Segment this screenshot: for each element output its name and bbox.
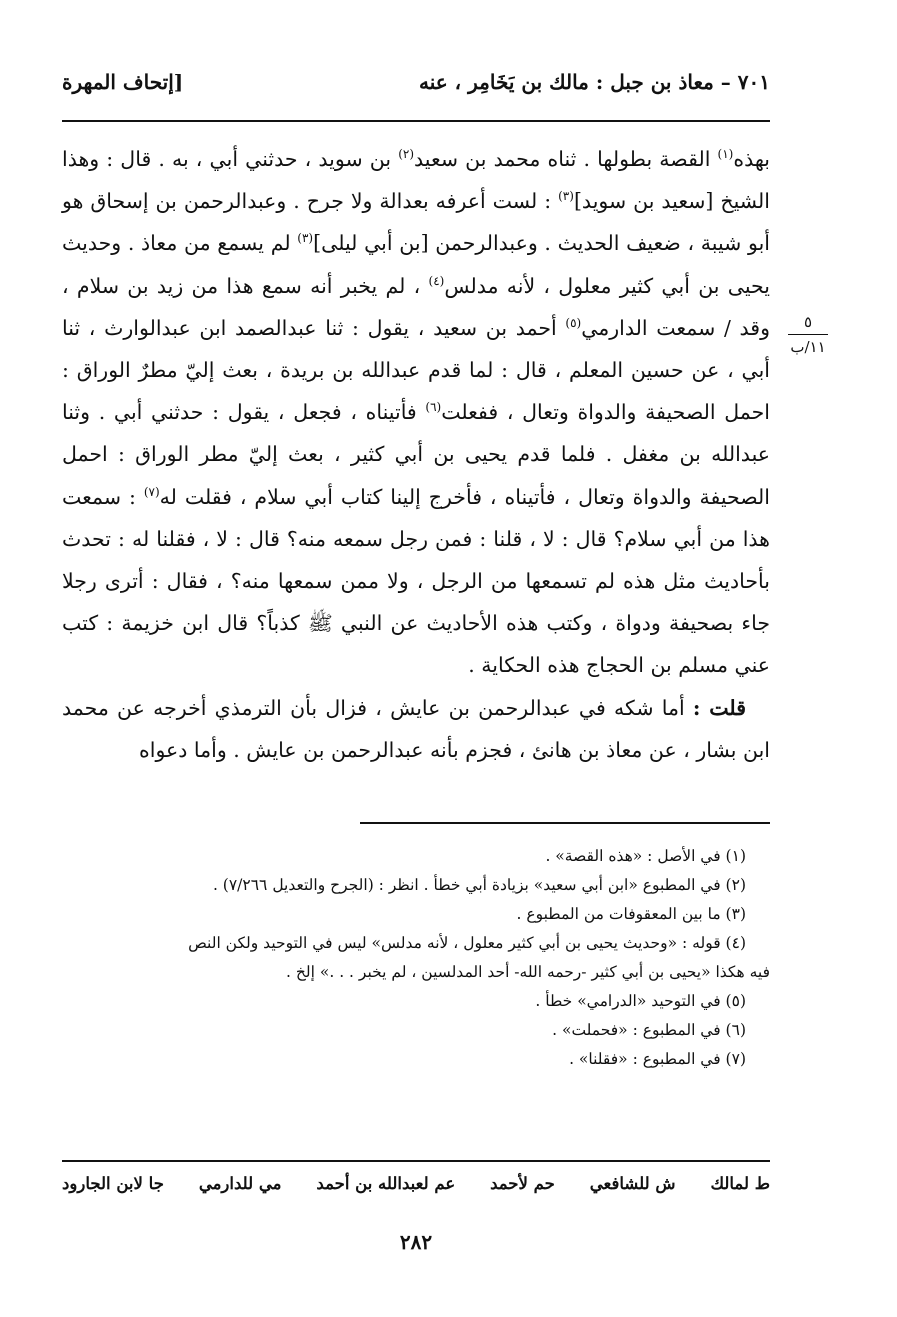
text-run: : لست أعرفه بعدالة ولا جرح . وعبدالرحمن بن إسحاق هو أبو شيبة ، ضعيف الحديث . وعبدالرحمن [بن أبي ليلى] bbox=[62, 189, 770, 256]
abbreviation-item: عم لعبدالله بن أحمد bbox=[316, 1174, 456, 1193]
page-number: ٢٨٢ bbox=[399, 1230, 433, 1254]
footnote-ref-3: (٣) bbox=[558, 189, 574, 204]
footnote-4: (٤) قوله : «وحديث يحيى بن أبي كثير معلول ، لأنه مدلس» ليس في التوحيد ولكن النص bbox=[188, 934, 746, 952]
footnotes bbox=[62, 842, 770, 1074]
footnote-ref-6: (٦) bbox=[425, 400, 442, 415]
abbreviation-item: حم لأحمد bbox=[490, 1174, 555, 1193]
footnote-7: (٧) في المطبوع : «فقلنا» . bbox=[569, 1050, 746, 1068]
margin-folio: ١١/ب bbox=[790, 338, 826, 356]
running-header bbox=[62, 62, 770, 102]
margin-line-number: ٥ bbox=[803, 313, 813, 331]
book-title: [إتحاف المهرة bbox=[62, 70, 184, 94]
main-text bbox=[62, 138, 770, 771]
footnote-ref-3b: (٣) bbox=[297, 231, 314, 246]
abbreviation-item: مي للدارمي bbox=[198, 1174, 282, 1193]
footnote-2: (٢) في المطبوع «ابن أبي سعيد» بزيادة أبي خطأ . انظر : (الجرح والتعديل ٧/٢٦٦) . bbox=[212, 876, 746, 894]
footnote-3: (٣) ما بين المعقوفات من المطبوع . bbox=[516, 905, 746, 923]
footnote-ref-5: (٥) bbox=[565, 315, 582, 330]
footnote-ref-2: (٢) bbox=[398, 147, 415, 162]
abbreviations-key bbox=[62, 1174, 770, 1193]
text-run: ، لم يخبر أنه سمع هذا من زيد بن سلام ، وقد / سمعت الدارمي bbox=[62, 273, 770, 340]
text-run: القصة بطولها . ثناه محمد بن سعيد bbox=[414, 147, 718, 171]
margin-note bbox=[784, 312, 832, 357]
text-run: لم يسمع من معاذ . وحديث يحيى بن أبي كثير معلول ، لأنه مدلس bbox=[62, 231, 770, 298]
text-run: فأتيناه ، فجعل ، يقول : حدثني أبي . وثنا عبدالله بن مغفل . فلما قدم يحيى بن أبي كثير ، بعث إليّ مطر الوراق : احمل الصحيفة والدواة وتعال ، فأتيناه ، فأخرج إلينا كتاب أبي سلام ، فقلت له bbox=[62, 400, 770, 509]
footnote-5: (٥) في التوحيد «الدرامي» خطأ . bbox=[535, 992, 746, 1010]
footnote-ref-7: (٧) bbox=[143, 484, 160, 499]
footnote-rule bbox=[360, 822, 770, 824]
footnote-1: (١) في الأصل : «هذه القصة» . bbox=[545, 847, 746, 865]
paragraph-2 bbox=[62, 687, 770, 771]
abbreviations-rule bbox=[62, 1160, 770, 1162]
abbreviation-item: ط لمالك bbox=[710, 1174, 770, 1193]
abbreviation-item: جا لابن الجارود bbox=[62, 1174, 164, 1193]
paragraph-1 bbox=[62, 138, 770, 687]
footnote-4-continuation: فيه هكذا «يحيى بن أبي كثير -رحمه الله- أحد المدلسين ، لم يخبر . . .» إلخ . bbox=[286, 963, 770, 981]
paragraph-lead: قلت : bbox=[692, 695, 746, 720]
text-run: أما شكه في عبدالرحمن بن عايش ، فزال بأن الترمذي أخرجه عن محمد ابن بشار ، عن معاذ بن هانئ ، فجزم بأنه عبدالرحمن بن عايش . وأما دعواه bbox=[62, 695, 770, 762]
footnote-ref-1: (١) bbox=[717, 147, 734, 162]
footnote-6: (٦) في المطبوع : «فحملت» . bbox=[552, 1021, 746, 1039]
running-title: ٧٠١ – معاذ بن جبل : مالك بن يَخَامِر ، عنه bbox=[419, 70, 770, 94]
abbreviation-item: ش للشافعي bbox=[589, 1174, 676, 1193]
footnote-ref-4: (٤) bbox=[428, 273, 445, 288]
text-run: أحمد بن سعيد ، يقول : ثنا عبدالصمد ابن عبدالوارث ، ثنا أبي ، عن حسين المعلم ، قال : لما قدم عبدالله بن بريدة ، بعث إليّ مطرٌ الوراق : احمل الصحيفة والدواة وتعال ، ففعلت bbox=[62, 315, 770, 425]
text-run: بن سويد ، حدثني أبي ، به . قال : وهذا الشيخ [سعيد بن سويد] bbox=[62, 147, 770, 214]
text-run: : سمعت هذا من أبي سلام؟ قال : لا ، قلنا : فمن رجل سمعه منه؟ قال : لا ، فقلنا له : تحدث بأحاديث مثل هذه لم تسمعها من الرجل ، ولا ممن سمعها منه؟ ، فقال : أترى رجلا جاء بصحيفة ودواة ، وكتب هذه الأحاديث عن النبي ﷺ كذباً؟ قال ابن خزيمة : كتب عني مسلم بن الحجاج هذه الحكاية . bbox=[62, 484, 770, 678]
margin-rule bbox=[788, 334, 828, 335]
text-run: بهذه bbox=[733, 147, 770, 171]
header-rule bbox=[62, 120, 770, 122]
